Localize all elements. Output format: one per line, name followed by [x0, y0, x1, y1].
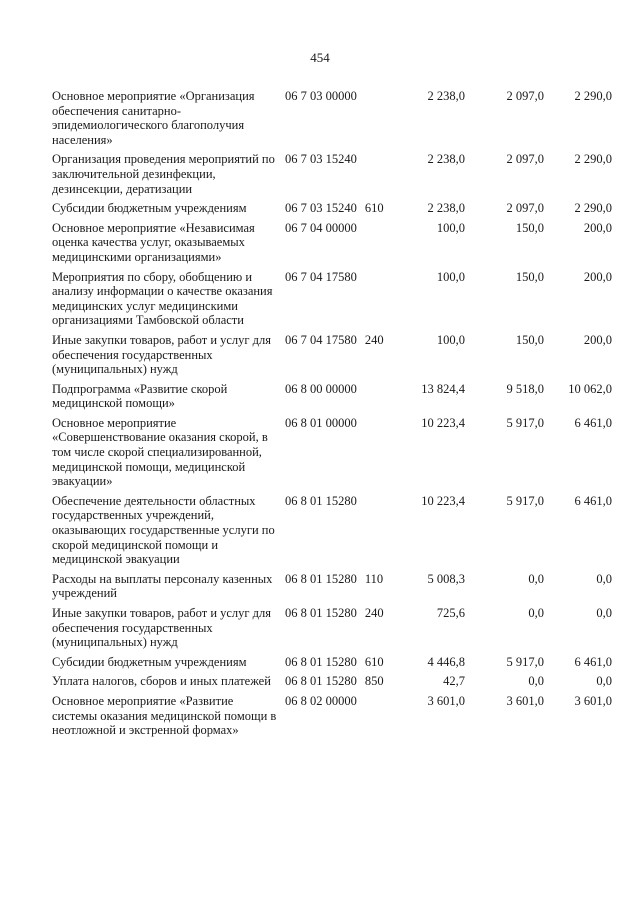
expense-type: 240	[364, 332, 384, 347]
expense-type: 610	[364, 654, 384, 669]
target-article: 06 8 01 00000	[285, 415, 357, 430]
table-row	[52, 674, 612, 689]
expense-type: 850	[364, 674, 384, 689]
target-article-code	[285, 89, 407, 104]
target-article: 06 8 01 15280	[285, 606, 357, 620]
expense-type: 610	[364, 201, 384, 216]
table-row	[52, 494, 612, 567]
amount-year-1: 2 238,0	[427, 201, 465, 216]
amount-year-3: 2 290,0	[574, 152, 612, 167]
table-row	[52, 201, 612, 216]
table-row	[52, 152, 612, 196]
expense-name: Основное мероприятие «Организация обеспечения санитарно-эпидемиологического благополучия населения»	[52, 89, 255, 147]
target-article: 06 7 04 17580	[285, 332, 357, 347]
target-article: 06 7 03 15240	[285, 152, 357, 167]
target-article-code	[285, 221, 407, 236]
amount-year-2: 9 518,0	[506, 381, 544, 396]
amount-year-1: 10 223,4	[421, 415, 465, 430]
target-article: 06 8 01 15280	[285, 674, 357, 689]
amount-year-3: 0,0	[596, 571, 612, 586]
expense-name: Основное мероприятие «Развитие системы оказания медицинской помощи в неотложной и экстренной формах»	[52, 693, 277, 738]
target-article: 06 8 02 00000	[285, 693, 357, 708]
target-article-code	[285, 152, 407, 167]
expense-name: Обеспечение деятельности областных государственных учреждений, оказывающих государственные услуги по скорой медицинской помощи и медицинской эвакуации	[52, 493, 275, 567]
amount-year-3: 3 601,0	[574, 693, 612, 708]
target-article: 06 7 04 00000	[285, 220, 357, 235]
table-row	[52, 416, 612, 489]
table-row	[52, 606, 612, 650]
expense-name: Основное мероприятие «Совершенствование оказания скорой, в том числе скорой специализированной, медицинской помощи, медицинской эвакуации»	[52, 415, 268, 489]
amount-year-3: 2 290,0	[574, 201, 612, 216]
table-row	[52, 333, 612, 377]
expense-name: Иные закупки товаров, работ и услуг для обеспечения государственных (муниципальных) нужд	[52, 606, 272, 650]
amount-year-1: 100,0	[436, 220, 465, 235]
expense-name: Субсидии бюджетным учреждениям	[52, 201, 247, 216]
amount-year-1: 725,6	[436, 606, 465, 620]
table-row	[52, 655, 612, 670]
amount-year-3: 6 461,0	[574, 415, 612, 430]
target-article-code	[285, 333, 407, 348]
amount-year-1: 5 008,3	[427, 571, 465, 586]
expense-name: Основное мероприятие «Независимая оценка качества услуг, оказываемых медицинскими организациями»	[52, 220, 255, 264]
table-row	[52, 221, 612, 265]
amount-year-3: 200,0	[583, 332, 612, 347]
target-article: 06 7 04 17580	[285, 269, 357, 284]
target-article-code	[285, 416, 407, 431]
amount-year-3: 6 461,0	[574, 654, 612, 669]
amount-year-3: 2 290,0	[574, 89, 612, 103]
table-row	[52, 382, 612, 411]
amount-year-1: 3 601,0	[427, 693, 465, 708]
expense-type: 240	[364, 606, 384, 620]
expense-name: Уплата налогов, сборов и иных платежей	[52, 674, 271, 689]
amount-year-1: 42,7	[443, 674, 465, 689]
amount-year-3: 6 461,0	[574, 493, 612, 508]
table-row	[52, 270, 612, 328]
amount-year-2: 150,0	[515, 332, 544, 347]
amount-year-2: 2 097,0	[506, 152, 544, 167]
target-article-code	[285, 494, 407, 509]
expense-name: Субсидии бюджетным учреждениям	[52, 654, 247, 669]
amount-year-2: 5 917,0	[506, 415, 544, 430]
amount-year-2: 0,0	[528, 571, 544, 586]
table-row	[52, 89, 612, 147]
amount-year-1: 13 824,4	[421, 381, 465, 396]
expense-type: 110	[364, 571, 384, 586]
amount-year-2: 0,0	[528, 606, 544, 620]
target-article-code	[285, 572, 407, 587]
budget-table	[52, 89, 612, 743]
amount-year-1: 2 238,0	[427, 152, 465, 167]
amount-year-3: 200,0	[583, 220, 612, 235]
expense-name: Организация проведения мероприятий по заключительной дезинфекции, дезинсекции, дератизации	[52, 152, 275, 196]
expense-name: Иные закупки товаров, работ и услуг для обеспечения государственных (муниципальных) нужд	[52, 332, 272, 377]
target-article: 06 8 00 00000	[285, 381, 357, 396]
amount-year-2: 3 601,0	[506, 693, 544, 708]
amount-year-2: 5 917,0	[506, 654, 544, 669]
target-article-code	[285, 694, 407, 709]
expense-name: Расходы на выплаты персоналу казенных учреждений	[52, 571, 273, 601]
amount-year-2: 2 097,0	[506, 201, 544, 216]
amount-year-1: 100,0	[436, 269, 465, 284]
amount-year-3: 0,0	[596, 674, 612, 689]
target-article-code	[285, 606, 407, 621]
target-article-code	[285, 270, 407, 285]
table-row	[52, 694, 612, 738]
expense-name: Мероприятия по сбору, обобщению и анализу информации о качестве оказания медицинских услуг медицинскими организациями Тамбовской области	[52, 269, 273, 328]
amount-year-3: 200,0	[583, 269, 612, 284]
target-article: 06 8 01 15280	[285, 493, 357, 508]
target-article-code	[285, 655, 407, 670]
amount-year-1: 100,0	[436, 332, 465, 347]
amount-year-2: 5 917,0	[506, 493, 544, 508]
target-article-code	[285, 674, 407, 689]
target-article: 06 8 01 15280	[285, 571, 357, 586]
target-article-code	[285, 201, 407, 216]
amount-year-1: 10 223,4	[421, 493, 465, 508]
expense-name: Подпрограмма «Развитие скорой медицинской помощи»	[52, 381, 228, 411]
amount-year-2: 150,0	[515, 269, 544, 284]
amount-year-2: 0,0	[528, 674, 544, 689]
amount-year-2: 150,0	[515, 220, 544, 235]
amount-year-1: 4 446,8	[427, 654, 465, 669]
target-article: 06 7 03 15240	[285, 201, 357, 216]
target-article: 06 7 03 00000	[285, 89, 357, 103]
amount-year-3: 0,0	[596, 606, 612, 620]
target-article-code	[285, 382, 407, 397]
target-article: 06 8 01 15280	[285, 654, 357, 669]
table-row	[52, 572, 612, 601]
amount-year-1: 2 238,0	[427, 89, 465, 103]
page-number: 454	[310, 50, 330, 65]
amount-year-3: 10 062,0	[568, 381, 612, 396]
amount-year-2: 2 097,0	[506, 89, 544, 103]
